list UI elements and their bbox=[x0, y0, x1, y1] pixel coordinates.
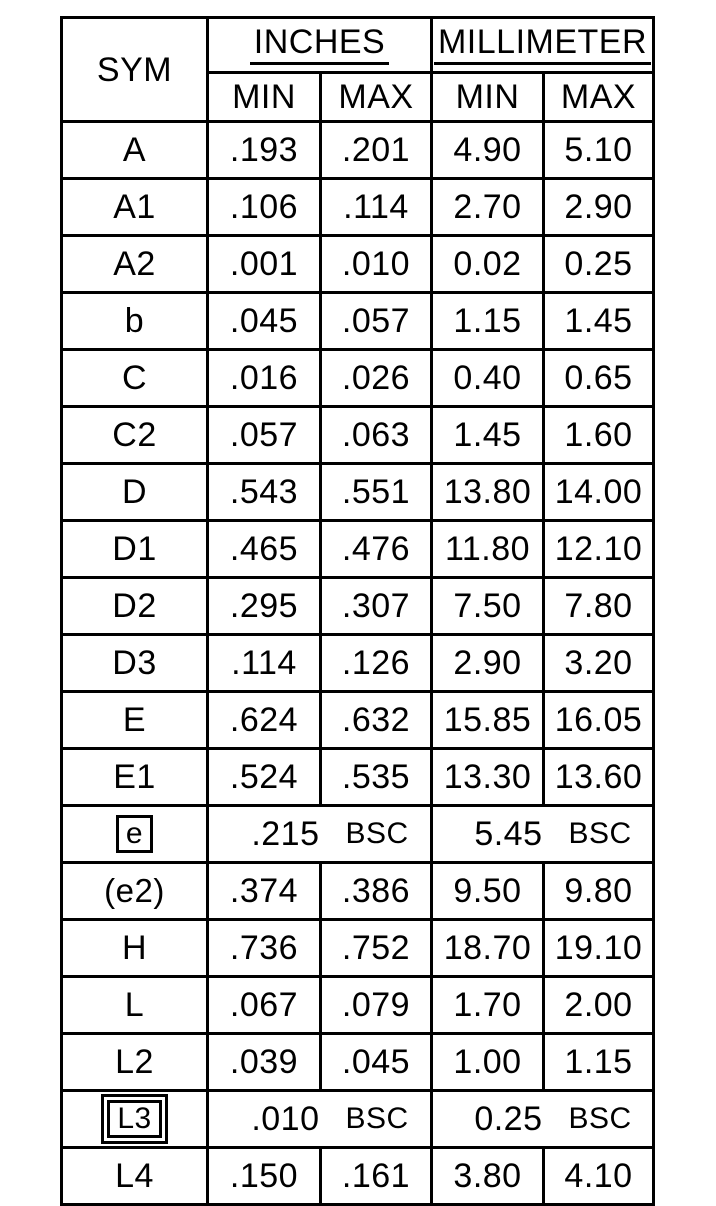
table-row bbox=[62, 806, 654, 863]
cell-inches-bsc bbox=[208, 1091, 432, 1148]
cell-mm-max: 19.10 bbox=[544, 920, 654, 977]
cell-mm-min: 2.70 bbox=[432, 179, 544, 236]
table-row bbox=[62, 692, 654, 749]
column-header-inches-max: MAX bbox=[321, 73, 432, 122]
cell-mm-max: 1.15 bbox=[544, 1034, 654, 1091]
cell-inches-max: .307 bbox=[321, 578, 432, 635]
bsc-label: BSC bbox=[568, 1102, 632, 1135]
cell-symbol: D2 bbox=[62, 578, 208, 635]
bsc-value: .215 bbox=[251, 815, 320, 853]
cell-mm-min: 15.85 bbox=[432, 692, 544, 749]
cell-mm-min: 9.50 bbox=[432, 863, 544, 920]
cell-mm-min: 18.70 bbox=[432, 920, 544, 977]
column-header-millimeter-label: MILLIMETER bbox=[434, 25, 651, 65]
cell-inches-max: .386 bbox=[321, 863, 432, 920]
cell-mm-max: 7.80 bbox=[544, 578, 654, 635]
table-row bbox=[62, 464, 654, 521]
table-body bbox=[62, 122, 654, 1205]
cell-inches-bsc bbox=[208, 806, 432, 863]
cell-inches-max: .476 bbox=[321, 521, 432, 578]
table-row bbox=[62, 977, 654, 1034]
parenthesized-symbol: (e2) bbox=[104, 872, 165, 909]
cell-symbol: D bbox=[62, 464, 208, 521]
cell-mm-max: 4.10 bbox=[544, 1148, 654, 1205]
cell-mm-max: 14.00 bbox=[544, 464, 654, 521]
cell-inches-min: .736 bbox=[208, 920, 321, 977]
bsc-label: BSC bbox=[568, 817, 632, 850]
table-header bbox=[62, 18, 654, 122]
cell-mm-bsc bbox=[432, 1091, 654, 1148]
cell-mm-max: 9.80 bbox=[544, 863, 654, 920]
cell-mm-max: 2.00 bbox=[544, 977, 654, 1034]
table-row bbox=[62, 293, 654, 350]
cell-inches-max: .045 bbox=[321, 1034, 432, 1091]
cell-symbol: D3 bbox=[62, 635, 208, 692]
cell-inches-max: .057 bbox=[321, 293, 432, 350]
cell-symbol: b bbox=[62, 293, 208, 350]
cell-symbol: A1 bbox=[62, 179, 208, 236]
cell-inches-min: .624 bbox=[208, 692, 321, 749]
table-header-row-groups bbox=[62, 18, 654, 73]
cell-mm-max: 3.20 bbox=[544, 635, 654, 692]
column-header-millimeter bbox=[432, 18, 654, 73]
bsc-value: .010 bbox=[251, 1100, 320, 1138]
bsc-label: BSC bbox=[345, 817, 409, 850]
cell-mm-max: 12.10 bbox=[544, 521, 654, 578]
bsc-label: BSC bbox=[345, 1102, 409, 1135]
bsc-value: 0.25 bbox=[474, 1100, 543, 1138]
cell-symbol: H bbox=[62, 920, 208, 977]
cell-mm-max: 1.45 bbox=[544, 293, 654, 350]
cell-mm-min: 1.15 bbox=[432, 293, 544, 350]
table-row bbox=[62, 521, 654, 578]
cell-inches-min: .057 bbox=[208, 407, 321, 464]
cell-inches-min: .150 bbox=[208, 1148, 321, 1205]
cell-symbol: C2 bbox=[62, 407, 208, 464]
cell-symbol: E bbox=[62, 692, 208, 749]
cell-inches-max: .752 bbox=[321, 920, 432, 977]
cell-inches-max: .026 bbox=[321, 350, 432, 407]
table-row bbox=[62, 920, 654, 977]
table-row bbox=[62, 1091, 654, 1148]
column-header-mm-max: MAX bbox=[544, 73, 654, 122]
cell-symbol: D1 bbox=[62, 521, 208, 578]
cell-mm-min: 1.70 bbox=[432, 977, 544, 1034]
cell-inches-max: .114 bbox=[321, 179, 432, 236]
cell-mm-max: 1.60 bbox=[544, 407, 654, 464]
table-row bbox=[62, 407, 654, 464]
cell-mm-min: 1.45 bbox=[432, 407, 544, 464]
cell-inches-max: .126 bbox=[321, 635, 432, 692]
cell-symbol bbox=[62, 806, 208, 863]
cell-inches-max: .535 bbox=[321, 749, 432, 806]
cell-mm-min: 3.80 bbox=[432, 1148, 544, 1205]
cell-symbol: L4 bbox=[62, 1148, 208, 1205]
cell-mm-max: 0.65 bbox=[544, 350, 654, 407]
cell-inches-min: .543 bbox=[208, 464, 321, 521]
table-row bbox=[62, 863, 654, 920]
cell-inches-max: .161 bbox=[321, 1148, 432, 1205]
cell-mm-min: 0.40 bbox=[432, 350, 544, 407]
cell-inches-min: .465 bbox=[208, 521, 321, 578]
cell-mm-min: 2.90 bbox=[432, 635, 544, 692]
cell-inches-min: .067 bbox=[208, 977, 321, 1034]
cell-mm-min: 4.90 bbox=[432, 122, 544, 179]
cell-inches-min: .114 bbox=[208, 635, 321, 692]
cell-inches-min: .045 bbox=[208, 293, 321, 350]
cell-mm-max: 16.05 bbox=[544, 692, 654, 749]
table-row bbox=[62, 749, 654, 806]
cell-mm-min: 13.80 bbox=[432, 464, 544, 521]
cell-inches-min: .295 bbox=[208, 578, 321, 635]
boxed-symbol: e bbox=[116, 815, 153, 854]
cell-inches-min: .106 bbox=[208, 179, 321, 236]
cell-symbol: L bbox=[62, 977, 208, 1034]
cell-mm-bsc bbox=[432, 806, 654, 863]
cell-inches-max: .201 bbox=[321, 122, 432, 179]
cell-inches-max: .010 bbox=[321, 236, 432, 293]
cell-mm-max: 2.90 bbox=[544, 179, 654, 236]
table-row bbox=[62, 350, 654, 407]
cell-mm-max: 5.10 bbox=[544, 122, 654, 179]
cell-inches-max: .063 bbox=[321, 407, 432, 464]
cell-inches-min: .016 bbox=[208, 350, 321, 407]
cell-mm-max: 13.60 bbox=[544, 749, 654, 806]
cell-symbol: A bbox=[62, 122, 208, 179]
cell-symbol bbox=[62, 1091, 208, 1148]
package-dimension-table bbox=[60, 16, 655, 1206]
bsc-value: 5.45 bbox=[474, 815, 543, 853]
table-row bbox=[62, 236, 654, 293]
cell-mm-min: 7.50 bbox=[432, 578, 544, 635]
cell-symbol: E1 bbox=[62, 749, 208, 806]
cell-symbol: L2 bbox=[62, 1034, 208, 1091]
table-row bbox=[62, 179, 654, 236]
cell-mm-min: 0.02 bbox=[432, 236, 544, 293]
cell-inches-min: .374 bbox=[208, 863, 321, 920]
table-row bbox=[62, 1034, 654, 1091]
cell-mm-min: 1.00 bbox=[432, 1034, 544, 1091]
cell-inches-min: .193 bbox=[208, 122, 321, 179]
cell-mm-min: 11.80 bbox=[432, 521, 544, 578]
cell-inches-min: .039 bbox=[208, 1034, 321, 1091]
table-row bbox=[62, 1148, 654, 1205]
cell-mm-max: 0.25 bbox=[544, 236, 654, 293]
table-row bbox=[62, 635, 654, 692]
column-header-sym: SYM bbox=[62, 18, 208, 122]
column-header-mm-min: MIN bbox=[432, 73, 544, 122]
table-row bbox=[62, 578, 654, 635]
cell-symbol bbox=[62, 863, 208, 920]
cell-mm-min: 13.30 bbox=[432, 749, 544, 806]
table-row bbox=[62, 122, 654, 179]
cell-inches-max: .079 bbox=[321, 977, 432, 1034]
column-header-inches-min: MIN bbox=[208, 73, 321, 122]
cell-symbol: C bbox=[62, 350, 208, 407]
cell-inches-min: .524 bbox=[208, 749, 321, 806]
cell-inches-max: .632 bbox=[321, 692, 432, 749]
column-header-inches-label: INCHES bbox=[250, 25, 389, 65]
boxed-symbol: L3 bbox=[107, 1100, 161, 1139]
cell-symbol: A2 bbox=[62, 236, 208, 293]
cell-inches-min: .001 bbox=[208, 236, 321, 293]
cell-inches-max: .551 bbox=[321, 464, 432, 521]
column-header-inches bbox=[208, 18, 432, 73]
